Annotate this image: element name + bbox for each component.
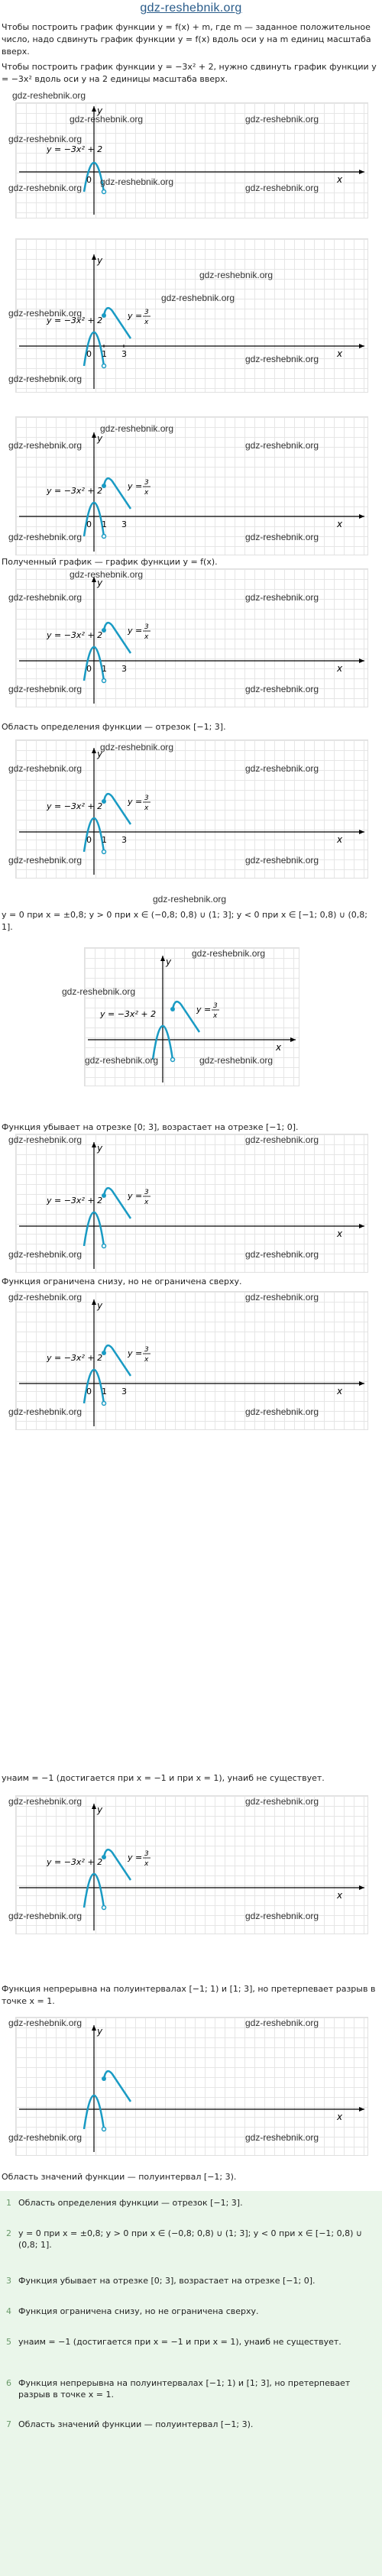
x-axis-label: x: [337, 348, 343, 359]
answer-text: Функция убывает на отрезке [0; 3], возрастает на отрезке [−1; 0].: [18, 2276, 316, 2286]
watermark: gdz-reshebnik.org: [199, 1055, 274, 1066]
x-axis-label: x: [337, 519, 343, 529]
hyperbola-denominator: x: [144, 1199, 149, 1206]
watermark: gdz-reshebnik.org: [8, 855, 83, 866]
graph-full-2: [8, 416, 368, 555]
watermark: gdz-reshebnik.org: [199, 270, 274, 280]
answer-text: yнаим = −1 (достигается при x = −1 и при x = 1), yнаиб не существует.: [18, 2337, 342, 2347]
graph-full-1: [8, 238, 368, 393]
hyperbola-numerator: 3: [144, 794, 149, 802]
watermark: gdz-reshebnik.org: [245, 855, 319, 866]
watermark: gdz-reshebnik.org: [8, 1249, 83, 1260]
hyperbola-numerator: 3: [144, 479, 149, 487]
tick-zero: 0: [86, 1387, 92, 1396]
hyperbola-numerator: 3: [144, 309, 149, 316]
tick-one: 1: [102, 519, 107, 529]
watermark: gdz-reshebnik.org: [100, 423, 174, 434]
answer-text: y = 0 при x = ±0,8; y > 0 при x ∈ (−0,8; 0,8) ∪ (1; 3]; y < 0 при x ∈ [−1; 0,8) ∪ (0,8; 1].: [18, 2228, 362, 2250]
tick-three: 3: [121, 664, 127, 674]
hyperbola-label: y =: [196, 1005, 212, 1015]
watermark: gdz-reshebnik.org: [8, 1796, 83, 1807]
watermark: gdz-reshebnik.org: [8, 134, 83, 144]
answer-text: Область значений функции — полуинтервал [−1; 3).: [18, 2419, 254, 2429]
y-axis-label: y: [97, 578, 103, 588]
hyperbola-denominator: x: [213, 1012, 218, 1020]
answer-number: 7: [6, 2419, 11, 2429]
watermark: gdz-reshebnik.org: [245, 684, 319, 694]
answer-number: 3: [6, 2276, 11, 2286]
hyperbola-denominator: x: [144, 319, 149, 326]
tick-three: 3: [121, 835, 127, 845]
watermark: gdz-reshebnik.org: [8, 1134, 83, 1145]
parabola-label: y = −3x² + 2: [47, 630, 103, 640]
watermark: gdz-reshebnik.org: [8, 684, 83, 694]
watermark: gdz-reshebnik.org: [12, 90, 86, 101]
parabola-label: y = −3x² + 2: [47, 1196, 103, 1205]
parabola-label: y = −3x² + 2: [47, 316, 103, 325]
watermark: gdz-reshebnik.org: [245, 183, 319, 193]
watermark: gdz-reshebnik.org: [245, 1134, 319, 1145]
watermark: gdz-reshebnik.org: [8, 532, 83, 542]
watermark: gdz-reshebnik.org: [8, 1292, 83, 1303]
graph-full-8: [8, 1795, 368, 1934]
y-axis-label: y: [97, 433, 103, 444]
y-axis-label: y: [97, 749, 103, 759]
hyperbola-denominator: x: [144, 633, 149, 641]
watermark: gdz-reshebnik.org: [245, 1406, 319, 1417]
hyperbola-denominator: x: [144, 1860, 149, 1868]
y-axis-label: y: [97, 105, 103, 116]
x-axis-label: x: [337, 1890, 343, 1901]
hyperbola-label: y =: [128, 626, 143, 636]
tick-zero: 0: [86, 175, 92, 185]
watermark: gdz-reshebnik.org: [161, 293, 235, 303]
graph-full-3: [8, 568, 368, 707]
tick-three: 3: [121, 349, 127, 359]
answer-number: 1: [6, 2198, 11, 2208]
watermark: gdz-reshebnik.org: [245, 440, 319, 451]
y-axis-label: y: [166, 956, 172, 967]
watermark: gdz-reshebnik.org: [8, 374, 83, 384]
answer-number: 4: [6, 2306, 11, 2316]
tick-one: 1: [102, 1387, 107, 1396]
watermark: gdz-reshebnik.org: [8, 2132, 83, 2143]
hyperbola-label: y =: [128, 481, 143, 491]
paragraph-result: Полученный график — график функции y = f(x).: [2, 557, 218, 567]
y-axis-label: y: [97, 1300, 103, 1311]
tick-zero: 0: [86, 519, 92, 529]
hyperbola-numerator: 3: [144, 1346, 149, 1354]
watermark: gdz-reshebnik.org: [245, 354, 319, 364]
watermark: gdz-reshebnik.org: [100, 742, 174, 752]
watermark: gdz-reshebnik.org: [8, 592, 83, 603]
paragraph-continuity: Функция непрерывна на полуинтервалах [−1; 1) и [1; 3], но претерпевает разрыв в точке x = 1.: [2, 1984, 376, 2006]
hyperbola-label: y =: [128, 311, 143, 321]
watermark: gdz-reshebnik.org: [8, 1911, 83, 1921]
watermark: gdz-reshebnik.org: [245, 1796, 319, 1807]
watermark: gdz-reshebnik.org: [8, 183, 83, 193]
hyperbola-denominator: x: [144, 1356, 149, 1364]
tick-zero: 0: [86, 835, 92, 845]
watermark: gdz-reshebnik.org: [245, 532, 319, 542]
parabola-label: y = −3x² + 2: [47, 1353, 103, 1363]
watermark: gdz-reshebnik.org: [70, 114, 144, 125]
paragraph-sign: y = 0 при x = ±0,8; y > 0 при x ∈ (−0,8; 0,8) ∪ (1; 3]; y < 0 при x ∈ [−1; 0,8) ∪ (0,8; 1].: [2, 910, 367, 932]
paragraph-domain: Область определения функции — отрезок [−1; 3].: [2, 722, 226, 732]
hyperbola-label: y =: [128, 1853, 143, 1862]
paragraph-shift-rule: Чтобы построить график функции y = f(x) + m, где m — заданное положительное число, надо сдвинуть график функции y = f(x) вдоль оси y на m единиц масштаба вверх.: [2, 22, 371, 57]
answer-text: Функция ограничена снизу, но не ограничена сверху.: [18, 2306, 259, 2316]
parabola-label: y = −3x² + 2: [47, 486, 103, 496]
answer-text: Область определения функции — отрезок [−1; 3].: [18, 2198, 243, 2208]
hyperbola-numerator: 3: [213, 1002, 218, 1010]
paragraph-shift-example: Чтобы построить график функции y = −3x² + 2, нужно сдвинуть график функции y = −3x² вдоль оси y на 2 единицы масштаба вверх.: [2, 62, 377, 84]
parabola-label: y = −3x² + 2: [47, 144, 103, 154]
watermark: gdz-reshebnik.org: [8, 763, 83, 774]
hyperbola-label: y =: [128, 1191, 143, 1201]
tick-zero: 0: [86, 349, 92, 359]
answer-number: 2: [6, 2228, 11, 2238]
paragraph-monotonic: Функция убывает на отрезке [0; 3], возрастает на отрезке [−1; 0].: [2, 1122, 299, 1132]
answer-number: 5: [6, 2337, 11, 2347]
x-axis-label: x: [337, 1386, 343, 1396]
tick-zero: 0: [86, 664, 92, 674]
watermark: gdz-reshebnik.org: [192, 948, 266, 959]
watermark: gdz-reshebnik.org: [70, 569, 144, 580]
hyperbola-numerator: 3: [144, 1189, 149, 1196]
y-axis-label: y: [97, 1143, 103, 1154]
paragraph-range: Область значений функции — полуинтервал [−1; 3).: [2, 2172, 237, 2182]
watermark: gdz-reshebnik.org: [245, 1292, 319, 1303]
watermark: gdz-reshebnik.org: [8, 308, 83, 319]
x-axis-label: x: [337, 663, 343, 674]
y-axis-label: y: [97, 255, 103, 266]
paragraph-extrema: yнаим = −1 (достигается при x = −1 и при x = 1), yнаиб не существует.: [2, 1773, 325, 1783]
watermark: gdz-reshebnik.org: [245, 2132, 319, 2143]
graph-full-9: [8, 2017, 368, 2156]
x-axis-label: x: [337, 174, 343, 185]
tick-three: 3: [121, 1387, 127, 1396]
answer-number: 6: [6, 2378, 11, 2388]
hyperbola-numerator: 3: [144, 1850, 149, 1858]
parabola-label: y = −3x² + 2: [100, 1009, 157, 1019]
watermark: gdz-reshebnik.org: [62, 986, 136, 997]
parabola-label: y = −3x² + 2: [47, 1857, 103, 1867]
watermark: gdz-reshebnik.org: [8, 440, 83, 451]
hyperbola-label: y =: [128, 1348, 143, 1358]
site-logo[interactable]: gdz-reshebnik.org: [140, 2, 242, 15]
graph-full-6: [8, 1134, 368, 1273]
watermark: gdz-reshebnik.org: [85, 1055, 159, 1066]
tick-three: 3: [121, 519, 127, 529]
tick-one: 1: [102, 835, 107, 845]
y-axis-label: y: [97, 1804, 103, 1815]
x-axis-label: x: [337, 834, 343, 845]
graph-full-5: [62, 947, 299, 1086]
hyperbola-numerator: 3: [144, 623, 149, 631]
answer-text: Функция непрерывна на полуинтервалах [−1; 1) и [1; 3], но претерпевает разрыв в точке x = 1.: [18, 2378, 351, 2400]
x-axis-label: x: [337, 1228, 343, 1239]
x-axis-label: x: [276, 1042, 282, 1053]
graph-full-4: [8, 739, 368, 879]
hyperbola-denominator: x: [144, 489, 149, 497]
parabola-label: y = −3x² + 2: [47, 801, 103, 811]
watermark: gdz-reshebnik.org: [245, 763, 319, 774]
watermark: gdz-reshebnik.org: [245, 592, 319, 603]
watermark: gdz-reshebnik.org: [8, 2018, 83, 2028]
paragraph-bounded: Функция ограничена снизу, но не ограничена сверху.: [2, 1277, 242, 1286]
watermark: gdz-reshebnik.org: [245, 1911, 319, 1921]
watermark: gdz-reshebnik.org: [245, 1249, 319, 1260]
tick-one: 1: [102, 349, 107, 359]
graph-parabola: [8, 102, 368, 218]
watermark: gdz-reshebnik.org: [153, 894, 227, 905]
y-axis-label: y: [97, 2026, 103, 2037]
watermark: gdz-reshebnik.org: [245, 2018, 319, 2028]
hyperbola-denominator: x: [144, 804, 149, 812]
watermark: gdz-reshebnik.org: [245, 114, 319, 125]
answer-summary: [0, 2191, 382, 2576]
hyperbola-label: y =: [128, 797, 143, 807]
graph-full-7: [8, 1291, 368, 1430]
tick-one: 1: [102, 664, 107, 674]
watermark: gdz-reshebnik.org: [8, 1406, 83, 1417]
x-axis-label: x: [337, 2112, 343, 2122]
watermark: gdz-reshebnik.org: [100, 176, 174, 187]
